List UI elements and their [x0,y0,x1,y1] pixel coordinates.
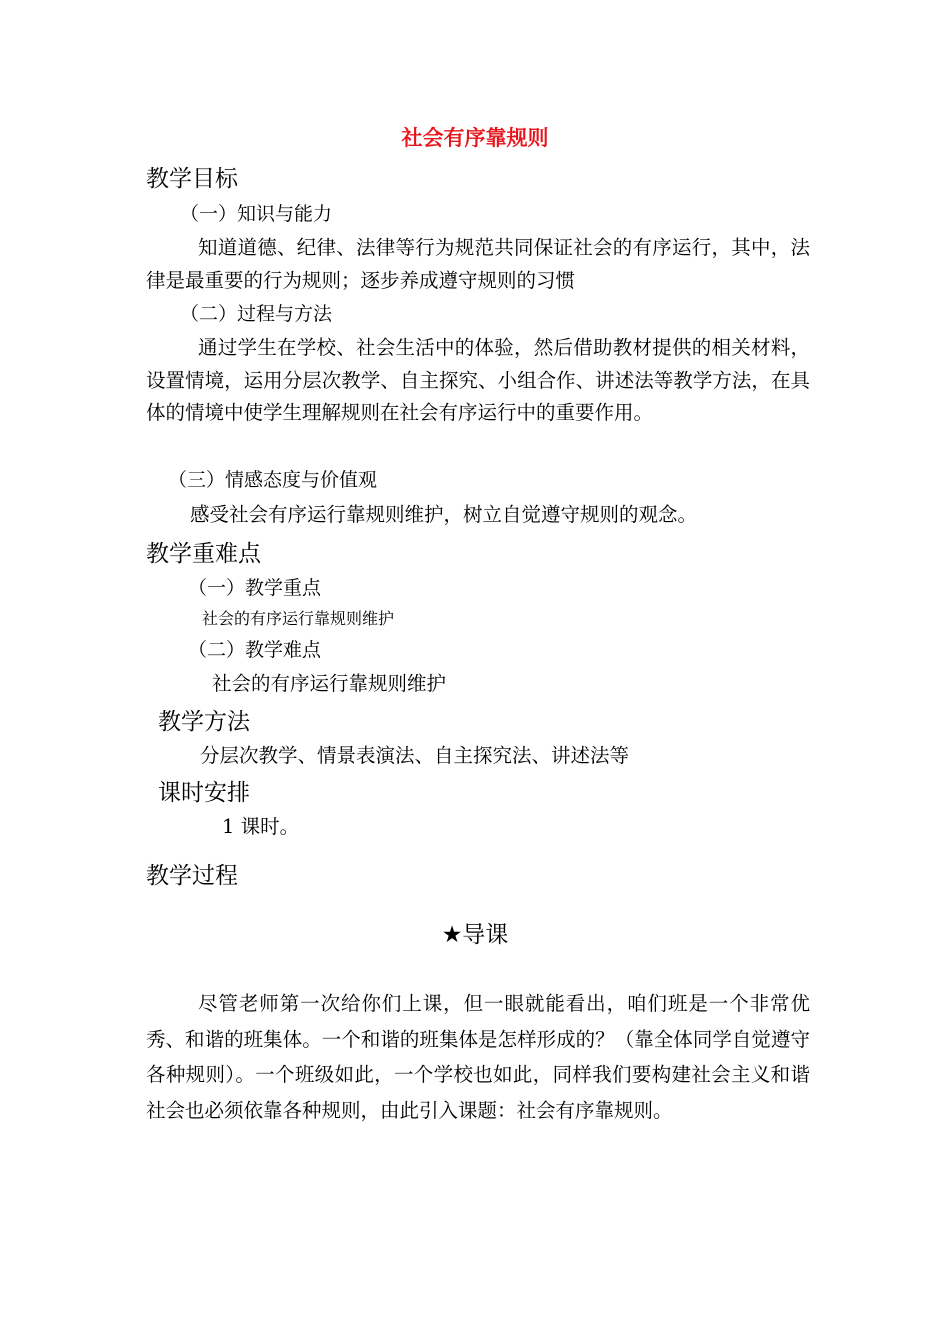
document-title: 社会有序靠规则 [401,125,549,150]
emotion-values-heading: （三）情感态度与价值观 [168,469,378,491]
methods-text: 分层次教学、情景表演法、自主探究法、讲述法等 [200,744,630,767]
objectives-heading: 教学目标 [146,166,238,192]
methods-heading: 教学方法 [158,709,250,735]
difficulty-heading: （二）教学难点 [188,639,322,661]
intro-heading: ★导课 [441,922,509,948]
process-method-text: 通过学生在学校、社会生活中的体验，然后借助教材提供的相关材料，设置情境，运用分层次教学、自主探究、小组合作、讲述法等教学方法，在具体的情境中使学生理解规则在社会有序运行中的重要作用。 [146,336,810,424]
knowledge-ability-text: 知道道德、纪律、法律等行为规范共同保证社会的有序运行，其中，法律是最重要的行为规则；逐步养成遵守规则的习惯 [146,236,810,292]
process-heading: 教学过程 [146,863,238,889]
key-points-heading: 教学重难点 [146,541,261,567]
focus-heading: （一）教学重点 [188,577,322,599]
difficulty-text: 社会的有序运行靠规则维护 [212,672,447,695]
focus-text: 社会的有序运行靠规则维护 [202,609,395,628]
intro-text: 尽管老师第一次给你们上课，但一眼就能看出，咱们班是一个非常优秀、和谐的班集体。一个和谐的班集体是怎样形成的？（靠全体同学自觉遵守各种规则）。一个班级如此，一个学校也如此，同样我们要构建社会主义和谐社会也必须依靠各种规则，由此引入课题：社会有序靠规则。 [146,992,810,1122]
process-method-heading: （二）过程与方法 [180,303,333,325]
schedule-heading: 课时安排 [158,780,250,806]
schedule-text: 1 课时。 [222,815,300,838]
emotion-values-text: 感受社会有序运行靠规则维护，树立自觉遵守规则的观念。 [190,503,698,526]
knowledge-ability-heading: （一）知识与能力 [180,203,333,225]
